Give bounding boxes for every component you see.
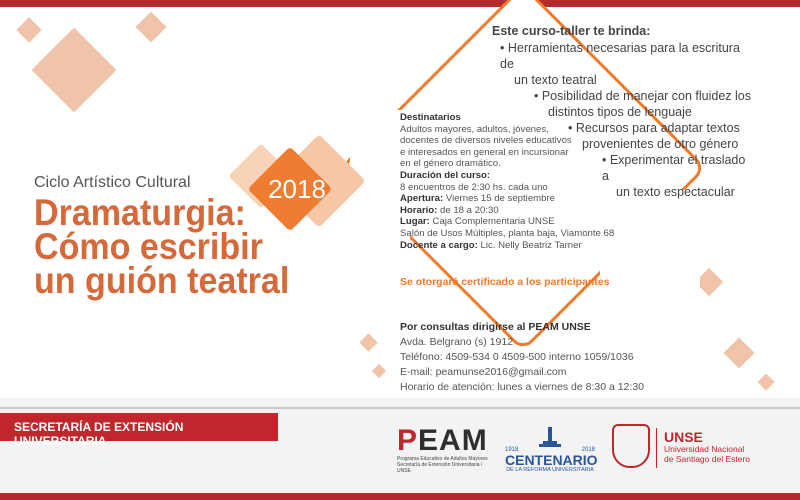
- deco-diamond: [758, 374, 775, 391]
- info-text: Caja Complementaria UNSE: [432, 216, 555, 228]
- course-title: [34, 192, 290, 301]
- monument-icon: [535, 425, 565, 447]
- contact-email[interactable]: E-mail: peamunse2016@gmail.com: [400, 366, 567, 378]
- certificate-note: Se otorgará certificado a los participantes: [400, 276, 610, 288]
- unse-divider: [656, 428, 657, 468]
- info-label: Apertura:: [400, 193, 444, 205]
- unse-name: de Santiago del Estero: [664, 454, 751, 464]
- footer-divider: [0, 407, 800, 409]
- benefit-item: • Posibilidad de manejar con fluidez los: [534, 89, 751, 103]
- unse-logo: [664, 430, 750, 464]
- peam-wordmark: [397, 426, 497, 456]
- info-text: Adultos mayores, adultos, jóvenes,: [400, 123, 549, 135]
- deco-diamond: [723, 337, 754, 368]
- peam-subtitle: Programa Educativo de Adultos Mayores: [397, 456, 488, 462]
- info-label: Lugar:: [400, 216, 430, 228]
- peam-subtitle: Secretaría de Extensión Universitaria / UNSE: [397, 462, 483, 474]
- info-label: Destinatarios: [400, 112, 461, 123]
- course-title-line: Cómo escribir: [34, 226, 263, 267]
- benefit-item: provenientes de otro género: [582, 137, 739, 151]
- secretaria-label: SECRETARÍA DE EXTENSIÓN UNIVERSITARIA: [0, 413, 278, 441]
- series-subtitle: Ciclo Artístico Cultural: [34, 174, 191, 191]
- info-text: docentes de diversos niveles educativos: [400, 135, 572, 147]
- info-text: de 18 a 20:30: [439, 204, 499, 216]
- contact-address: Avda. Belgrano (s) 1912: [400, 336, 514, 348]
- benefit-item: • Herramientas necesarias para la escritura de: [500, 41, 740, 71]
- bottom-bar: [0, 493, 800, 500]
- info-label: Duración del curso:: [400, 169, 491, 181]
- benefits-heading: Este curso-taller te brinda:: [492, 24, 651, 38]
- info-label: Horario:: [400, 204, 438, 216]
- unse-seal-icon: [612, 424, 650, 468]
- benefit-item: • Recursos para adaptar textos: [568, 121, 740, 135]
- benefit-item: • Experimentar el traslado a: [602, 153, 746, 183]
- centenario-year: 2018: [581, 447, 595, 453]
- info-text: en el género dramático.: [400, 158, 501, 170]
- deco-diamond: [16, 17, 41, 42]
- course-title-line: un guión teatral: [34, 260, 290, 301]
- course-info: [400, 112, 630, 251]
- peam-logo-rest: EAM: [418, 424, 488, 457]
- peam-logo: [397, 426, 497, 474]
- info-text: 8 encuentros de 2:30 hs. cada uno: [400, 181, 548, 193]
- info-text: e interesados en general en incursionar: [400, 146, 569, 158]
- contact-hours: Horario de atención: lunes a viernes de 8:30 a 12:30: [400, 381, 644, 393]
- info-text: Lic. Nelly Beatriz Tarner: [480, 239, 582, 251]
- course-title-line: Dramaturgia:: [34, 192, 246, 233]
- centenario-logo: [505, 425, 598, 473]
- benefit-item: un texto teatral: [514, 73, 597, 87]
- contact-phone: Teléfono: 4509-534 0 4509-500 interno 1059/1036: [400, 351, 634, 363]
- unse-name: Universidad Nacional: [664, 444, 745, 454]
- deco-diamond: [32, 28, 117, 113]
- info-label: Docente a cargo:: [400, 239, 478, 251]
- info-text: Viernes 15 de septiembre: [445, 193, 556, 205]
- deco-diamond: [372, 364, 386, 378]
- info-text: Salón de Usos Múltiples, planta baja, Viamonte 68: [400, 227, 615, 239]
- peam-logo-p: P: [397, 424, 419, 457]
- benefit-item: un texto espectacular: [616, 185, 735, 199]
- contact-block: [400, 320, 644, 395]
- contact-heading: Por consultas dirigirse al PEAM UNSE: [400, 321, 591, 333]
- unse-acronym: UNSE: [664, 429, 703, 445]
- centenario-subtitle: DE LA REFORMA UNIVERSITARIA: [506, 467, 594, 473]
- centenario-year: 1918: [505, 447, 519, 453]
- year-text: 2018: [268, 174, 326, 204]
- benefit-item: distintos tipos de lenguaje: [548, 105, 692, 119]
- deco-diamond: [359, 333, 377, 351]
- top-bar: [0, 0, 800, 7]
- centenario-title: CENTENARIO: [505, 452, 598, 468]
